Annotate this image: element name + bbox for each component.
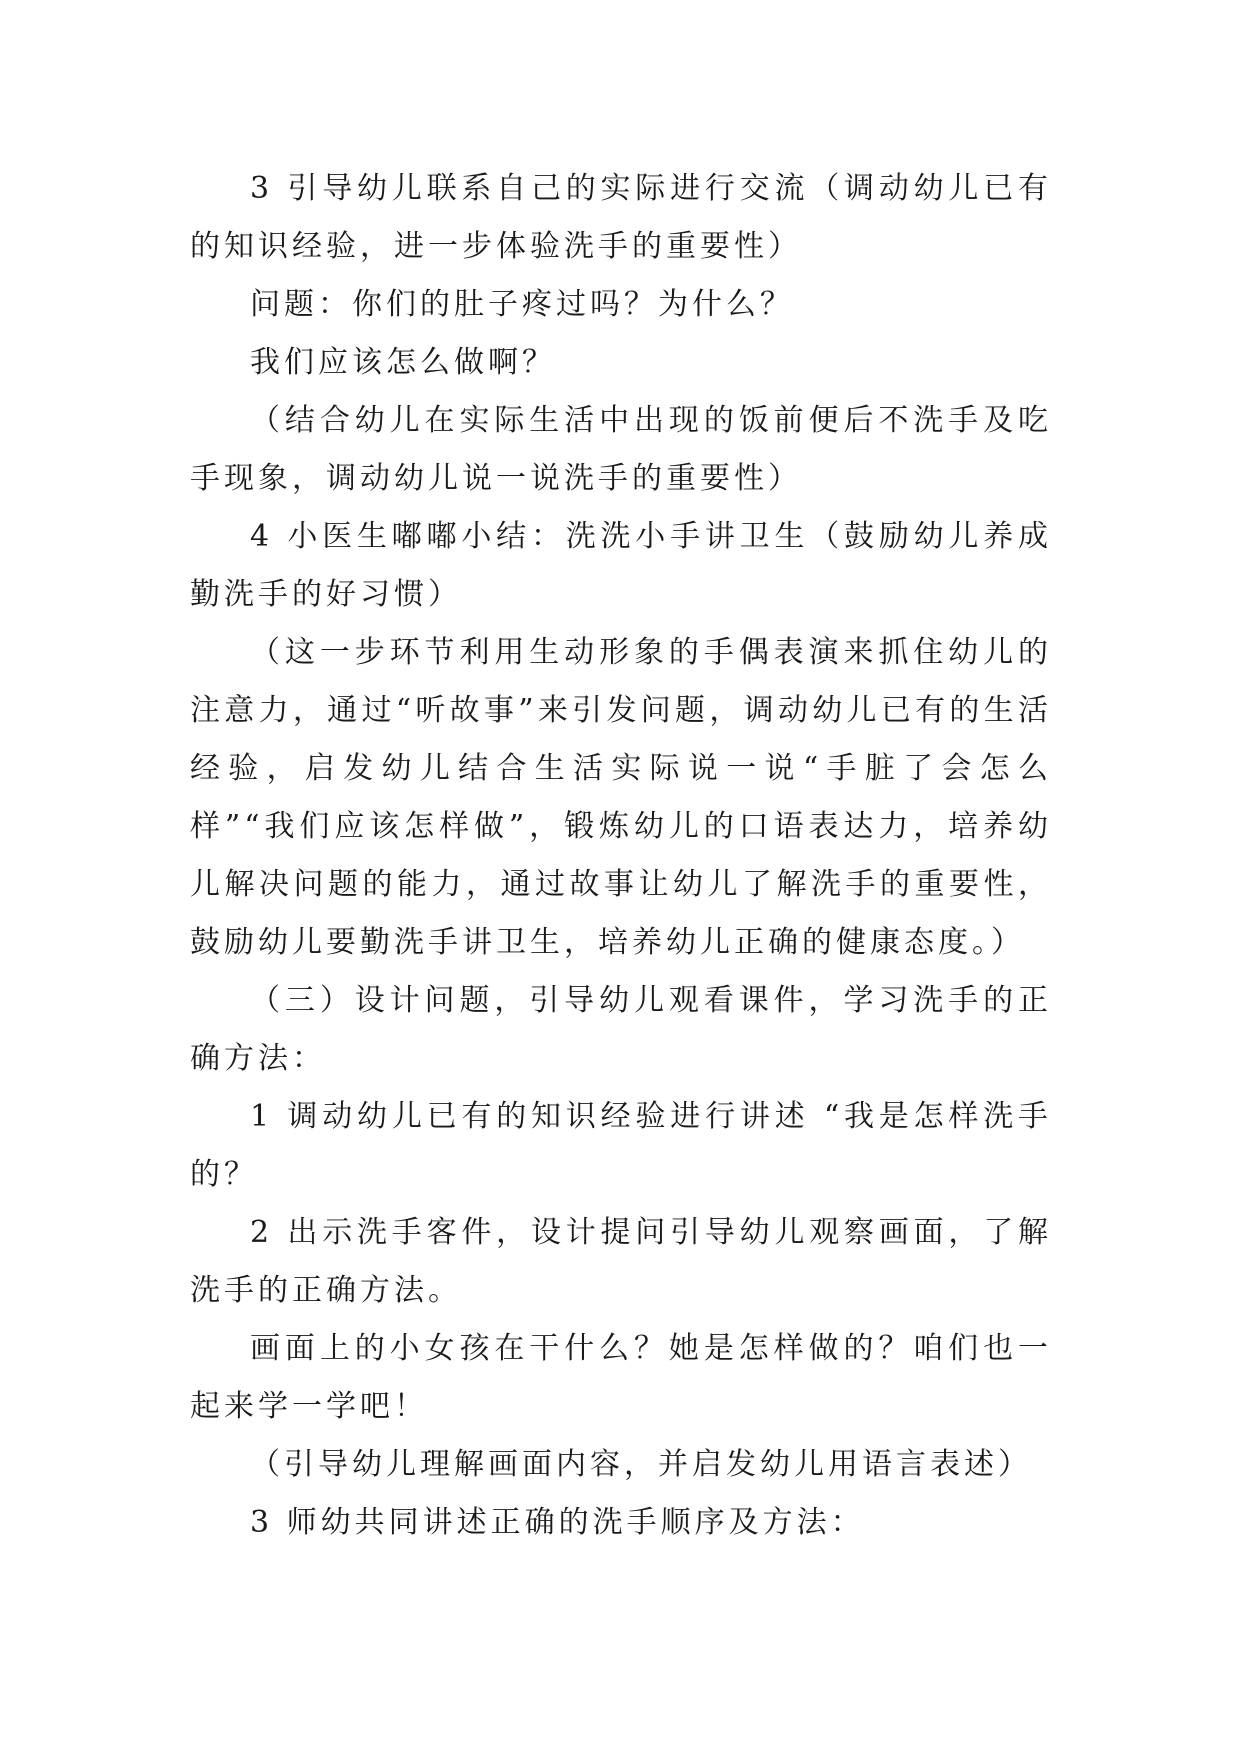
paragraph: （这一步环节利用生动形象的手偶表演来抓住幼儿的注意力，通过“听故事”来引发问题，调动幼儿已有的生活经验，启发幼儿结合生活实际说一说“手脏了会怎么样”“我们应该怎样做”，锻炼幼儿的口语表达力，培养幼儿解决问题的能力，通过故事让幼儿了解洗手的重要性，鼓励幼儿要勤洗手讲卫生，培养幼儿正确的健康态度。） [190,635,1052,960]
paragraph: 3 师幼共同讲述正确的洗手顺序及方法： [250,1505,865,1540]
paragraph: （结合幼儿在实际生活中出现的饭前便后不洗手及吃手现象，调动幼儿说一说洗手的重要性） [190,403,1052,496]
paragraph: 我们应该怎么做啊？ [250,345,556,380]
document-body [190,160,1052,1552]
paragraph: 4 小医生嘟嘟小结：洗洗小手讲卫生（鼓励幼儿养成勤洗手的好习惯） [190,519,1052,612]
paragraph: （三）设计问题，引导幼儿观看课件，学习洗手的正确方法： [190,983,1052,1076]
paragraph: 问题：你们的肚子疼过吗？为什么？ [250,287,794,322]
paragraph: 画面上的小女孩在干什么？她是怎样做的？咱们也一起来学一学吧！ [190,1331,1052,1424]
paragraph: 1 调动幼儿已有的知识经验进行讲述 “我是怎样洗手的？ [190,1099,1052,1192]
paragraph: 3 引导幼儿联系自己的实际进行交流（调动幼儿已有的知识经验，进一步体验洗手的重要性） [190,171,1052,264]
paragraph: 2 出示洗手客件，设计提问引导幼儿观察画面，了解洗手的正确方法。 [190,1215,1052,1308]
paragraph: （引导幼儿理解画面内容，并启发幼儿用语言表述） [250,1447,1032,1482]
